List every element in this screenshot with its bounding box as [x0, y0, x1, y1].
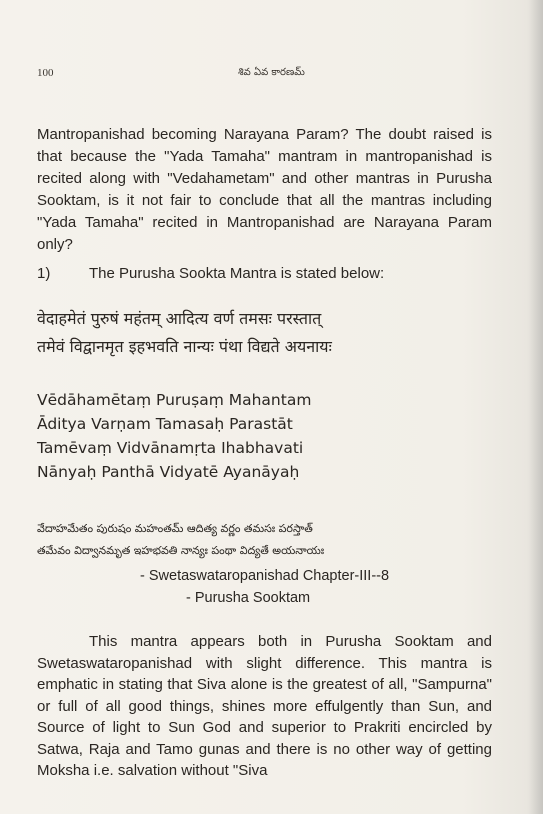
- transliteration-line-2: Āditya Varṇam Tamasaḥ Parastāt: [37, 415, 293, 433]
- sanskrit-line-2: तमेवं विद्वानमृत इहभवति नान्यः पंथा विद्यते अयनायः: [37, 337, 332, 356]
- source-citation-1: - Swetaswataropanishad Chapter-III--8: [140, 568, 390, 584]
- source-citation-2: - Purusha Sooktam: [186, 590, 311, 606]
- telugu-line-2: తమేవం విద్వానమృత ఇహభవతి నాన్యః పంథా విద్యతే అయనాయః: [37, 544, 325, 557]
- transliteration-line-1: Vēdāhamētaṃ Puruṣaṃ Mahantam: [37, 391, 312, 409]
- page-edge-shadow: [529, 0, 543, 814]
- telugu-line-1: వేదాహమేతం పురుషం మహంతమ్ ఆదిత్య వర్ణం తమసః పరస్తాత్: [37, 522, 313, 535]
- sanskrit-line-1: वेदाहमेतं पुरुषं महंतम् आदित्य वर्ण तमसः परस्तात्: [37, 309, 322, 328]
- running-title: శివ ఏవ కారణమ్: [238, 67, 305, 78]
- paragraph-2: This mantra appears both in Purusha Sooktam and Swetaswataropanishad with slight difference. This mantra is emphatic in stating that Siva alone is the greatest of all, "Sampurna" or full of all good things, shines more effulgently than Sun, and Source of light to Sun God and superior to Prakriti encircled by Satwa, Raja and Tamo gunas and there is no other way of getting Moksha i.e. salvation without "Siva: [37, 633, 492, 779]
- list-item-1: [37, 263, 384, 285]
- list-item-number: 1): [37, 265, 51, 282]
- list-item-text: The Purusha Sookta Mantra is stated below:: [89, 265, 385, 282]
- paragraph-1: Mantropanishad becoming Narayana Param? The doubt raised is that because the "Yada Tamaha" mantram in mantropanishad is recited along with "Vedahametam" and other mantras in Purusha Sooktam, is it not fair to conclude that all the mantras including "Yada Tamaha" recited in Mantropanishad are Narayana Param only?: [37, 126, 492, 253]
- page-number: 100: [37, 67, 54, 79]
- transliteration-line-3: Tamēvaṃ Vidvānamṛta Ihabhavati: [37, 439, 304, 457]
- transliteration-line-4: Nānyaḥ Panthā Vidyatē Ayanāyaḥ: [37, 463, 300, 481]
